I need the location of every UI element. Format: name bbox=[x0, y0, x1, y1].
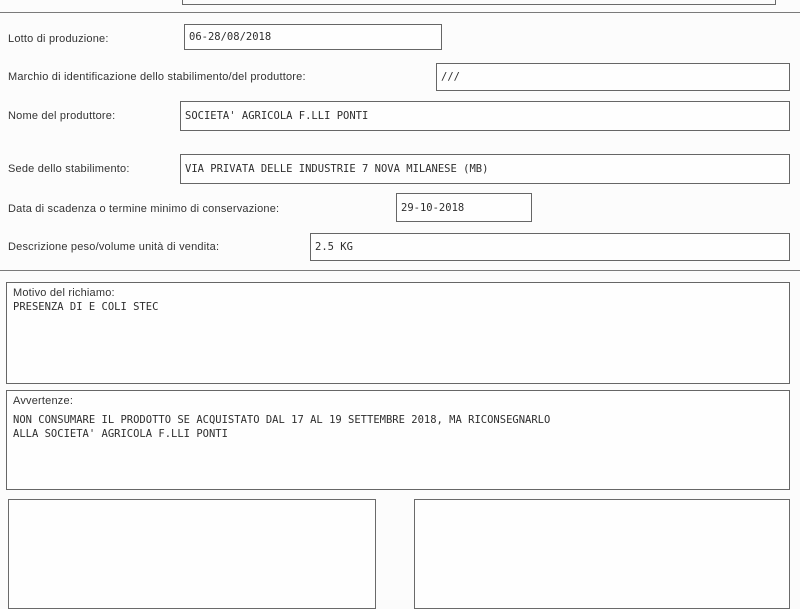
bottom-left-box[interactable] bbox=[8, 499, 376, 609]
top-field-box bbox=[182, 0, 776, 5]
avvertenze-textarea[interactable] bbox=[6, 390, 790, 490]
section-divider-middle bbox=[0, 270, 800, 271]
motivo-textarea[interactable] bbox=[6, 282, 790, 384]
produttore-field[interactable]: SOCIETA' AGRICOLA F.LLI PONTI bbox=[180, 101, 790, 131]
section-divider-top bbox=[0, 12, 800, 13]
peso-label: Descrizione peso/volume unità di vendita: bbox=[8, 241, 220, 253]
motivo-value: PRESENZA DI E COLI STEC bbox=[13, 301, 159, 313]
sede-label: Sede dello stabilimento: bbox=[8, 163, 130, 175]
marchio-label: Marchio di identificazione dello stabilimento/del produttore: bbox=[8, 71, 306, 83]
avvertenze-label: Avvertenze: bbox=[13, 395, 74, 407]
lotto-field[interactable]: 06-28/08/2018 bbox=[184, 24, 442, 50]
peso-field[interactable]: 2.5 KG bbox=[310, 233, 790, 261]
avvertenze-value: NON CONSUMARE IL PRODOTTO SE ACQUISTATO DAL 17 AL 19 SETTEMBRE 2018, MA RICONSEGNARLO ALLA SOCIETA' AGRICOLA F.LLI PONTI bbox=[13, 414, 551, 440]
produttore-label: Nome del produttore: bbox=[8, 110, 116, 122]
bottom-right-box[interactable] bbox=[414, 499, 790, 609]
sede-field[interactable]: VIA PRIVATA DELLE INDUSTRIE 7 NOVA MILANESE (MB) bbox=[180, 154, 790, 184]
lotto-label: Lotto di produzione: bbox=[8, 33, 109, 45]
scadenza-label: Data di scadenza o termine minimo di conservazione: bbox=[8, 203, 280, 215]
marchio-field[interactable]: /// bbox=[436, 63, 790, 91]
scadenza-field[interactable]: 29-10-2018 bbox=[396, 193, 532, 222]
motivo-label: Motivo del richiamo: bbox=[13, 287, 115, 299]
